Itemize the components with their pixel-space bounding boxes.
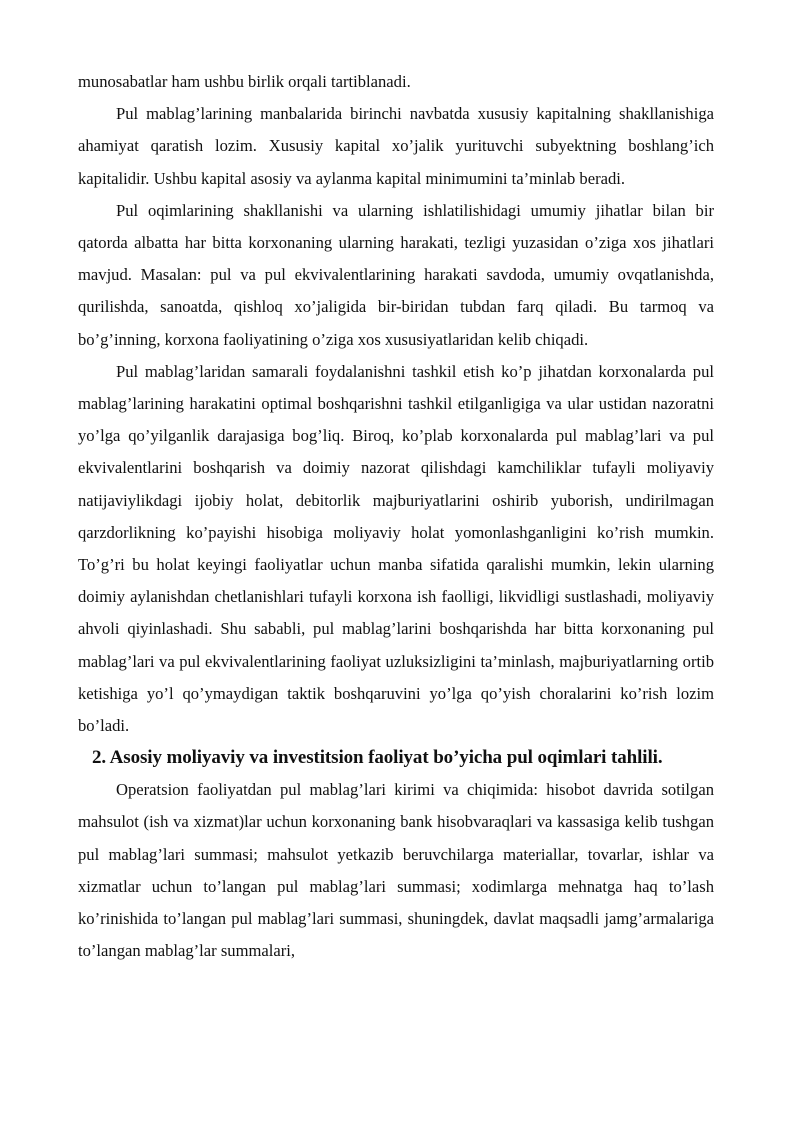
paragraph-continuation: munosabatlar ham ushbu birlik orqali tartiblanadi. <box>78 72 411 91</box>
paragraph-efficient-use: Pul mablag’laridan samarali foydalanishni tashkil etish ko’p jihatdan korxonalarda pul mablag’larining harakatini optimal boshqarishni tashkil etilganligiga va ular ustidan nazoratni yo’lga qo’yilganlik darajasiga bog’liq. Biroq, ko’plab korxonalarda pul mablag’lari va pul ekvivalentlarini boshqarish va doimiy nazorat qilishdagi kamchiliklar tufayli moliyaviy natijaviylikdagi ijobiy holat, debitorlik majburiyatlarini oshirib yuborish, undirilmagan qarzdorlikning ko’payishi hisobiga moliyaviy holat yomonlashganligini ko’rish mumkin. To’g’ri bu holat keyingi faoliyatlar uchun manba sifatida qaralishi mumkin, lekin ularning doimiy aylanishdan chetlanishlari tufayli korxona ish faolligi, likvidligi sustlashadi, moliyaviy ahvoli qiyinlashadi. Shu sababli, pul mablag’larini boshqarishda har bitta korxonaning pul mablag’lari va pul ekvivalentlarining faoliyat uzluksizligini ta’minlash, majburiyatlarning ortib ketishiga yo’l qo’ymaydigan taktik boshqaruvini yo’lga qo’yish choralarini ko’rish lozim bo’ladi. <box>78 361 714 736</box>
paragraph-private-capital: Pul mablag’larining manbalarida birinchi navbatda xususiy kapitalning shakllanishiga ahamiyat qaratish lozim. Xususiy kapital xo’jalik yurituvchi subyektning boshlang’ich kapitalidir. Ushbu kapital asosiy va aylanma kapital minimumini ta’minlab beradi. <box>78 104 714 188</box>
paragraph-cash-flows: Pul oqimlarining shakllanishi va ularning ishlatilishidagi umumiy jihatlar bilan bir qatorda albatta har bitta korxonaning ularning harakati, tezligi yuzasidan o’ziga xos jihatlari mavjud. Masalan: pul va pul ekvivalentlarining harakati savdoda, umumiy ovqatlanishda, qurilishda, sanoatda, qishloq xo’jaligida bir-biridan tubdan farq qiladi. Bu tarmoq va bo’g’inning, korxona faoliyatining o’ziga xos xususiyatlaridan kelib chiqadi. <box>78 200 714 349</box>
document-body <box>78 66 714 967</box>
paragraph-operating-activity: Operatsion faoliyatdan pul mablag’lari kirimi va chiqimida: hisobot davrida sotilgan mahsulot (ish va xizmat)lar uchun korxonaning bank hisobvaraqlari va kassasiga kelib tushgan pul mablag’lari summasi; mahsulot yetkazib beruvchilarga materiallar, tovarlar, ishlar va xizmatlar uchun to’langan pul mablag’lari summasi; xodimlarga mehnatga haq to’lash ko’rinishida to’langan pul mablag’lari summasi, shuningdek, davlat maqsadli jamg’armalariga to’langan mablag’lar summalari, <box>78 780 714 961</box>
section-heading: 2. Asosiy moliyaviy va investitsion faoliyat bo’yicha pul oqimlari tahlili. <box>92 747 663 769</box>
